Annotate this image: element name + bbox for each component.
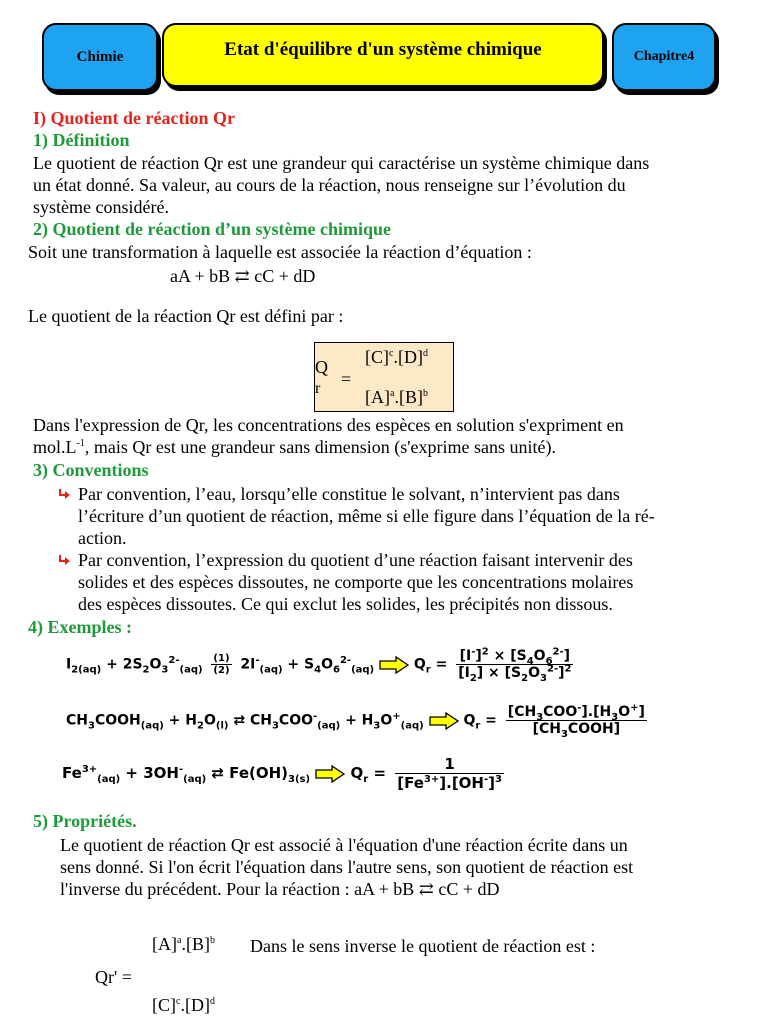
qr-symbol: Q bbox=[315, 357, 328, 377]
concentration-text-line1: Dans l'expression de Qr, les concentrations des espèces en solution s'expriment en bbox=[33, 415, 624, 435]
equals-sign: = bbox=[341, 369, 352, 389]
definition-title: 1) Définition bbox=[33, 130, 130, 150]
concentration-text-line2: $mol.L^{-1}$, mais Qr est une grandeur sans dimension (s'exprime sans unité). bbox=[33, 437, 556, 457]
example-1-fraction: $\frac{[I^-]^2 \times [S_4O_6^{2-}]}{[I_2] \times [S_2O_3^{2-}]^2}$ bbox=[458, 646, 572, 684]
example-2-equation: $CH_3COOH_{(aq)} + H_2O_{(l)}$ ⇄ $CH_3COO^-_{(aq)} + H_3O^+_{(aq)}$ $Q_r$ = $\frac{[CH_3COO^-].[H_3O^+]}{[CH_3COOH]}$ bbox=[66, 702, 645, 740]
qr-subscript: r bbox=[315, 380, 321, 397]
reaction-equation: aA + bB ⇄ cC + dD bbox=[170, 266, 316, 286]
arrow-bullet-icon bbox=[57, 554, 71, 568]
transformation-text: Soit une transformation à laquelle est associée la réaction d’équation : bbox=[28, 242, 532, 262]
chapter-badge: Chapitre4 bbox=[612, 23, 716, 91]
inverse-denominator: $[C]^c.[D]^d$ bbox=[152, 995, 215, 1015]
inverse-numerator: $[A]^a.[B]^b$ bbox=[152, 934, 215, 954]
convention-2: Par convention, l’expression du quotient d’une réaction faisant intervenir des solides et des espèces dissoutes, ne comporte que les concentrations molaires des espèces dissoutes. Ce qui exclut les solides, les précipités non dissous. bbox=[78, 550, 634, 614]
yellow-arrow-icon bbox=[379, 656, 409, 674]
example-2-fraction: $\frac{[CH_3COO^-].[H_3O^+]}{[CH_3COOH]}$ bbox=[507, 702, 645, 740]
properties-title: 5) Propriétés. bbox=[33, 811, 137, 831]
examples-title: 4) Exemples : bbox=[28, 617, 132, 637]
properties-paragraph: Le quotient de réaction Qr est associé à l'équation d'une réaction écrite dans un sens donné. Si l'on écrit l'équation dans l'autre sens, son quotient de réaction est l'inverse du précédent. Pour la réaction : aA + bB ⇄ cC + dD bbox=[60, 835, 634, 899]
qr-formula-box bbox=[314, 342, 454, 412]
formula-numerator: $[C]^c.[D]^d$ bbox=[365, 347, 428, 367]
qr-prime-label: Qr' = bbox=[95, 967, 132, 987]
example-1-equation: $I_{2(aq)} + 2S_2O_3^{2-}_{(aq)}$ $\frac{(1)}{(2)}$ $2I^-_{(aq)} + S_4O_6^{2-}_{(aq)}$ $Q_r$ = $\frac{[I^-]^2 \times [S_4O_6^{2-}]}{[I_2] \times [S_2O_3^{2-}]^2}$ bbox=[66, 646, 572, 684]
page-title: Etat d'équilibre d'un système chimique bbox=[162, 23, 604, 87]
convention-1: Par convention, l’eau, lorsqu’elle constitue le solvant, n’intervient pas dans l’écriture d’un quotient de réaction, même si elle figure dans l’équation de la ré- action. bbox=[78, 484, 655, 548]
yellow-arrow-icon bbox=[315, 765, 345, 783]
inverse-text: Dans le sens inverse le quotient de réaction est : bbox=[250, 936, 596, 956]
qr-definition-text: Le quotient de la réaction Qr est défini par : bbox=[28, 306, 344, 326]
example-3-equation: $Fe^{3+}_{(aq)} + 3OH^-_{(aq)}$ ⇄ $Fe(OH)_{3(s)}$ $Q_r$ = $\frac{1}{[Fe^{3+}].[OH^-]^3}$ bbox=[62, 755, 502, 792]
yellow-arrow-icon bbox=[429, 712, 459, 730]
definition-paragraph: Le quotient de réaction Qr est une grandeur qui caractérise un système chimique dans un état donné. Sa valeur, au cours de la réaction, nous renseigne sur l’évolution du système considéré. bbox=[33, 153, 650, 217]
arrow-bullet-icon bbox=[57, 488, 71, 502]
conventions-title: 3) Conventions bbox=[33, 460, 149, 480]
section-title: I) Quotient de réaction Qr bbox=[33, 108, 235, 128]
subsection2-title: 2) Quotient de réaction d’un système chimique bbox=[33, 219, 391, 239]
subject-badge: Chimie bbox=[42, 23, 158, 91]
example-3-fraction: $\frac{1}{[Fe^{3+}].[OH^-]^3}$ bbox=[397, 755, 502, 792]
formula-denominator: $[A]^a.[B]^b$ bbox=[365, 387, 428, 407]
